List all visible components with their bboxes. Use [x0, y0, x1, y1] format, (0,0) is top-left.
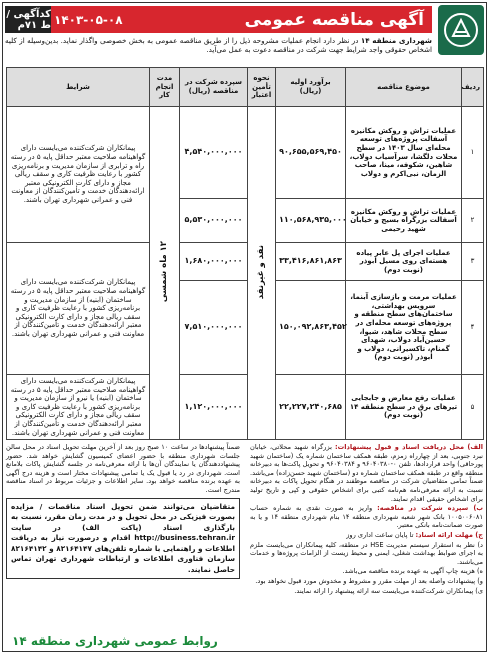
note-f: و) پیشنهادات واصله بعد از مهلت مقرر و مشروط و مخدوش مورد قبول نخواهد بود.: [255, 576, 483, 585]
note-g: ی) پیمانکاران شرکت‌کننده می‌بایست سه ارائه پیشنهاد را ارائه نمایند.: [294, 586, 483, 595]
row-deposit: ۱,۶۸۰,۰۰۰,۰۰۰: [180, 243, 248, 281]
table-row: [7, 107, 484, 199]
duration-value: ۱۲ ماه شمسی: [159, 241, 170, 303]
row-num: ۲: [462, 199, 484, 243]
row-conditions: پیمانکاران شرکت‌کننده می‌بایست دارای گواهینامه صلاحیت معتبر حداقل پایه ۵ در رسته راه و ترابری از سازمان مدیریت و برنامه‌ریزی کشور با رعایت ظرفیت کاری و سقف ریالی مجاز و دارای کارت الکترونیکی معتبر ارائه‌دهندگان خدمت و تأمین‌کنندگان از معاونت فنی و عمرانی شهرداری تهران باشند.: [7, 107, 150, 243]
row-deposit: ۷,۵۱۰,۰۰۰,۰۰۰: [180, 281, 248, 375]
intro-paragraph: [5, 36, 432, 54]
row-subject: عملیات اجرای پل عابر پیاده هسته‌ای روی مسیل ابوذر (نوبت دوم): [346, 243, 462, 281]
title-bar: [46, 6, 432, 33]
header-row-num: ردیف: [462, 68, 484, 107]
row-num: ۳: [462, 243, 484, 281]
intro-municipality: شهرداری منطقه ۱۴: [360, 36, 432, 45]
row-num: ۵: [462, 375, 484, 440]
note-b-text: واریز به صورت نقدی به شماره حساب ۱۰۰۵۰۰۶۰۸۱ بانک شهر شعبه شهرداری منطقه ۱۴ بنام شهرداری منطقه ۱۴ و یا به صورت ضمانت‌نامه بانکی معتبر.: [250, 504, 484, 530]
note-c-text: تا پایان ساعت اداری روز: [346, 530, 414, 539]
header-subject: موضوع مناقصه: [346, 68, 462, 107]
row-subject: عملیات تراش و روکش مکانیزه آسفالت بزرگراه بسیج و خیابان شهید رحیمی: [346, 199, 462, 243]
table-row: [7, 243, 484, 281]
header: [5, 5, 484, 63]
note-c-title: ج) مهلت ارائه اسناد:: [415, 530, 483, 539]
duration-cell: [150, 107, 180, 440]
row-subject: عملیات مرمت و بازسازی آبنما، سرویس بهداشتی، ساختمان‌های سطح منطقه و پروژه‌های توسعه محله‌ای در سطح محلات شاهد، شیوا، حسین‌آباد دولاب، شهدای گمنام، تاکسیرانی، دولاب و ابوذر (نوبت دوم): [346, 281, 462, 375]
note-a-text: بزرگراه شهید محلاتی، خیابان نبرد جنوبی، بعد از چهارراه زمزم، طبقه همکف ساختمان شماره یک (ساختمان شهید پورحاقی) واحد قراردادها، تلفن ۰-۹۶۰۴۰۳۸۰ و ۹۶۰۴۰۳۸۴ و تحویل پاکت‌ها به دبیرخانه منطقه واقع در طبقه همکف ساختمان شماره دو (ساختمان شهید حسن‌زاده) می‌باشد. ضمناً تمامی متقاضیان شرکت در مناقصه موظفند در هنگام تحویل پاکات به دبیرخانه نسبت به ارائه معرفی‌نامه هم‌نامه کتبی برای اشخاص حقوقی و کپی و تاریخ تولید برای اشخاص حقیقی اقدام نمایند.: [250, 443, 483, 503]
guarantee-cell: [248, 107, 276, 440]
note-a-title: الف) محل دریافت اسناد و قبول پیشنهادات:: [335, 443, 484, 451]
note-b-title: ب) سپرده شرکت در مناقصه:: [377, 504, 483, 513]
online-submission-box: متقاضیان می‌توانند ضمن تحویل اسناد مناقصات / مزایده بصورت فیزیکی در محل تحویل و در مدت زمان مقرر، نسبت به بارگذاری اسناد (پاکت الف) در سایت http://business.tehran.ir اقدام و درصورت نیاز به دریافت اطلاعات و راهنمایی با شماره تلفن‌های ۸۲۱۶۴۱۴۷ و ۸۲۱۶۴۱۴۲ سازمان فناوری اطلاعات و ارتباطات شهرداری تهران تماس حاصل نمایند.: [6, 498, 240, 580]
row-conditions: پیمانکاران شرکت‌کننده می‌بایست دارای گواهینامه صلاحیت معتبر حداقل پایه ۵ در رسته ساختمان (ابنیه) یا نیرو از سازمان مدیریت و برنامه‌ریزی کشور با رعایت ظرفیت کاری و سقف ریالی مجاز و دارای کارت الکترونیکی معتبر ارائه‌دهندگان خدمت و تأمین‌کنندگان از معاونت فنی و عمرانی شهرداری تهران باشند.: [7, 375, 150, 440]
row-subject: عملیات تراش و روکش مکانیزه آسفالت پروژه‌های توسعه محله‌ای سال ۱۴۰۳ در سطح محلات دلگشا، سرآسیاب دولاب، شاهین، شکوفه، مینا، صاحب الزمان، نبی‌اکرم و دولاب: [346, 107, 462, 199]
tender-table: [6, 67, 484, 440]
row-deposit: ۵,۵۳۰,۰۰۰,۰۰۰: [180, 199, 248, 243]
public-relations-signature: روابط عمومی شهرداری منطقه ۱۴: [12, 634, 218, 649]
notes-right-column: [250, 443, 483, 648]
row-deposit: ۴,۵۴۰,۰۰۰,۰۰۰: [180, 107, 248, 199]
ad-date: ۱۴۰۳-۰۵-۰۸: [54, 12, 123, 27]
notes-left-column: [6, 443, 240, 648]
row-subject: عملیات رفع معارض و جابجایی تیرهای برق در سطح منطقه ۱۴ (نوبت دوم): [346, 375, 462, 440]
header-duration: مدت انجام کار: [150, 68, 180, 107]
intro-text: در نظر دارد انجام عملیات مشروحه ذیل را از طریق مناقصه عمومی به بخش خصوصی واگذار نماید. بدین‌وسیله از کلیه اشخاص حقوقی واجد شرایط جهت شرکت در مناقصه دعوت به عمل می‌آید.: [5, 36, 432, 55]
note-left-text: ضمناً پیشنهادها در ساعت ۱۰ صبح روز بعد از آخرین مهلت تحویل اسناد در محل سالن جلسات شهرداری منطقه با حضور اعضای کمیسیون گشایش خواهد شد. حضور پیشنهاددهندگان یا نمایندگان آن‌ها با ارائه معرفی‌نامه در جلسه گشایش پاکات بلامانع است. شهرداری در رد یا قبول یک یا تمامی پیشنهادات مختار است و هزینه درج آگهی به عهده برنده مناقصه خواهد بود. سایر اطلاعات و جزئیات مربوط در اسناد مناقصه مندرج است.: [6, 443, 240, 494]
note-e: ه) هزینه چاپ آگهی به عهده برنده مناقصه می‌باشد.: [342, 567, 483, 576]
note-d: د) نظر به استقرار سیستم مدیریت HSE در منطقه، کلیه پیمانکاران می‌بایست ملزم به اجرای ضوابط بهداشت شغلی، ایمنی و محیط زیست از الزامات پروژه‌ها و خدمات می‌باشند.: [250, 540, 483, 566]
ad-code: کدآگهی / ط ۷۱م: [5, 6, 51, 33]
row-conditions: پیمانکاران شرکت‌کننده می‌بایست دارای گواهینامه صلاحیت معتبر حداقل پایه ۵ در رسته ساختمان (ابنیه) از سازمان مدیریت و برنامه‌ریزی کشور با رعایت ظرفیت کاری و سقف ریالی مجاز و دارای کارت الکترونیکی معتبر ارائه‌دهندگان خدمت و تأمین‌کنندگان از معاونت فنی و عمرانی شهرداری تهران باشند.: [7, 243, 150, 375]
guarantee-value: نقد و غیرنقد: [256, 244, 267, 299]
row-estimate: ۱۱۰,۵۶۸,۹۳۵,۰۰۰: [276, 199, 346, 243]
header-estimate: برآورد اولیه (ریال): [276, 68, 346, 107]
row-deposit: ۱,۱۲۰,۰۰۰,۰۰۰: [180, 375, 248, 440]
note-a: [250, 443, 483, 503]
header-conditions: شرایط: [7, 68, 150, 107]
tender-advertisement: [2, 2, 487, 652]
notes-section: [6, 443, 483, 648]
row-estimate: ۳۳,۴۱۶,۸۶۱,۸۶۳: [276, 243, 346, 281]
note-b: [250, 504, 483, 530]
municipality-logo: [438, 5, 484, 55]
row-estimate: ۲۲,۲۲۷,۲۴۰,۶۸۵: [276, 375, 346, 440]
row-num: ۱: [462, 107, 484, 199]
row-estimate: ۱۵۰,۰۹۲,۸۶۳,۴۵۲: [276, 281, 346, 375]
row-estimate: ۹۰,۶۵۵,۵۶۹,۴۵۰: [276, 107, 346, 199]
ad-title: آگهی مناقصه عمومی: [244, 9, 424, 30]
row-num: ۴: [462, 281, 484, 375]
table-header-row: [7, 68, 484, 107]
header-deposit: سپرده شرکت در مناقصه (ریال): [180, 68, 248, 107]
table-row: [7, 375, 484, 440]
tehran-emblem-icon: [441, 10, 481, 50]
note-c: [250, 531, 483, 540]
header-guarantee: نحوه تأمین اعتبار: [248, 68, 276, 107]
